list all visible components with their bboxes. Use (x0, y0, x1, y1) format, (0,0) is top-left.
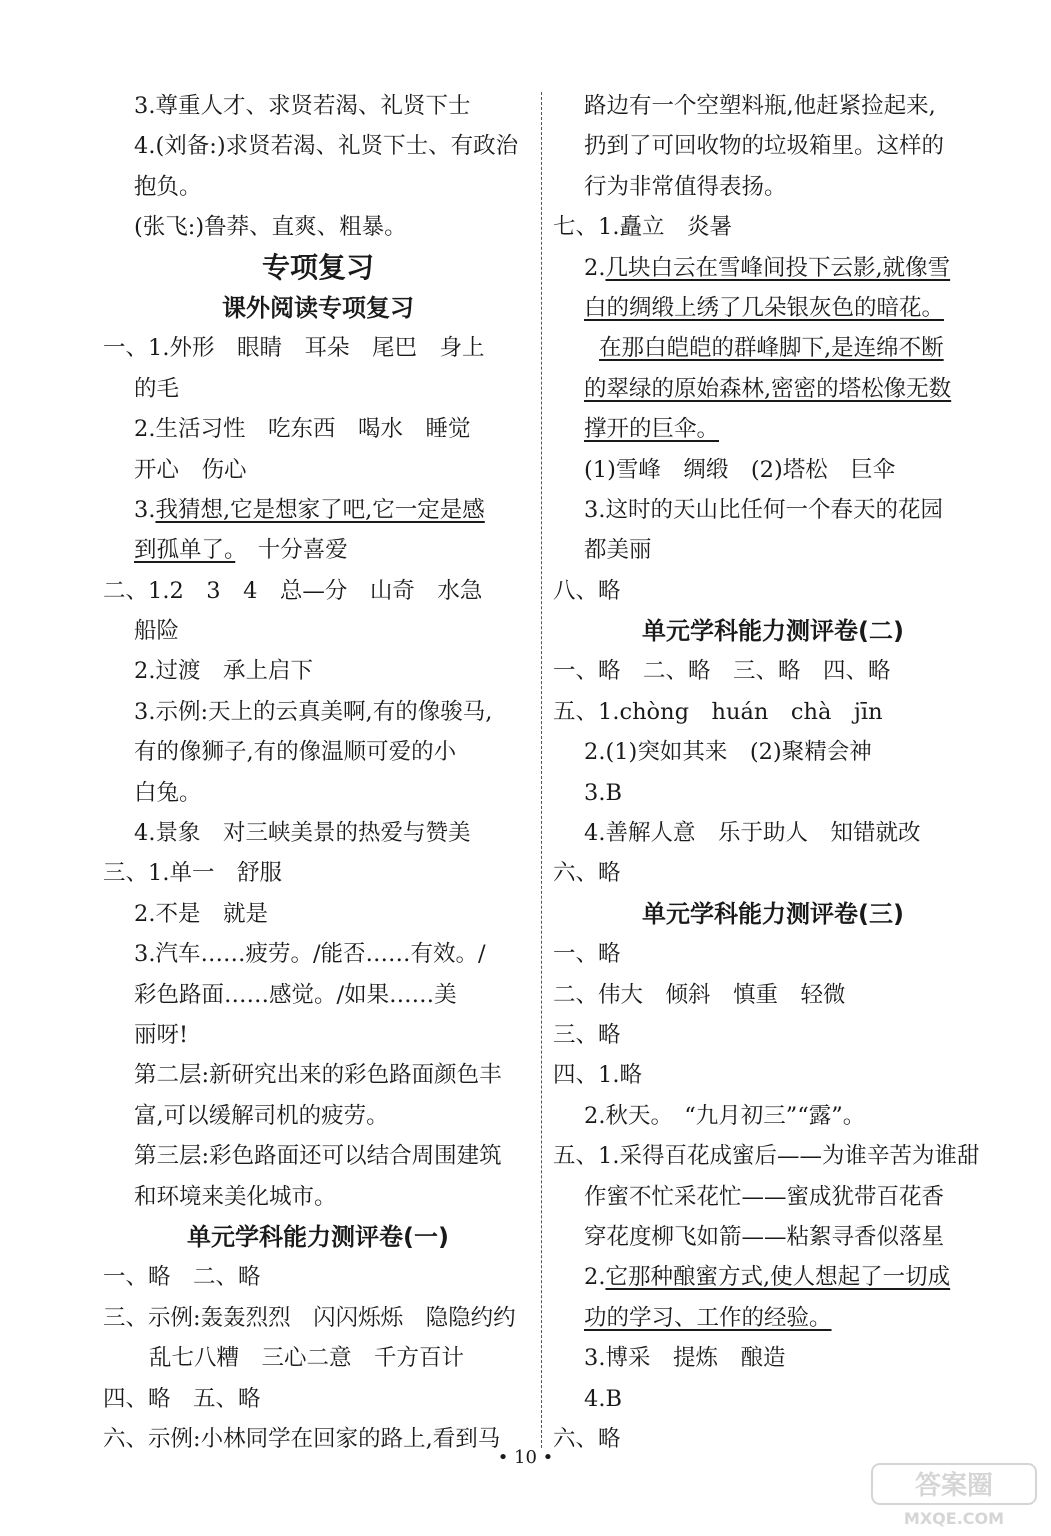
answer-text: 作蜜不忙采花忙——蜜成犹带百花香 (584, 1183, 945, 1210)
left-answer-line (103, 207, 533, 247)
underlined-answer-text: 在那白皑皑的群峰脚下,是连绵不断 (599, 335, 944, 362)
svg-text:答案圈: 答案圈 (914, 1471, 994, 1501)
underlined-answer-text: 撑开的巨伞。 (584, 416, 720, 443)
column-divider (541, 92, 542, 1448)
right-answer-line (553, 1379, 993, 1419)
right-answer-line (553, 1257, 993, 1297)
left-answer-line (103, 369, 533, 409)
underlined-answer-text: 几块白云在雪峰间投下云影,就像雪 (605, 254, 951, 281)
answer-text: 六、略 (553, 1425, 621, 1452)
left-answer-line (103, 894, 533, 934)
left-answer-line (103, 1055, 533, 1095)
answer-text: 四、1.略 (553, 1062, 642, 1089)
left-answer-line (103, 1015, 533, 1055)
right-answer-line (553, 450, 993, 490)
right-answer-line (553, 530, 993, 570)
answer-text: 单元学科能力测评卷(一) (187, 1222, 449, 1251)
answer-text: 课外阅读专项复习 (222, 293, 414, 322)
answer-text: 三、1.单一 舒服 (103, 860, 282, 887)
answer-text: 丽呀! (134, 1021, 189, 1048)
answer-text: 一、略 二、略 (103, 1264, 261, 1291)
left-answer-line (103, 450, 533, 490)
answer-text: 2. (584, 1264, 606, 1291)
answer-text: 行为非常值得表扬。 (584, 173, 787, 200)
left-answer-line (103, 934, 533, 974)
right-answer-line (553, 732, 993, 772)
underlined-answer-text: 的翠绿的原始森林,密密的塔松像无数 (584, 375, 952, 402)
left-answer-line (103, 651, 533, 691)
right-answer-line (553, 248, 993, 288)
answer-text: 七、1.矗立 炎暑 (553, 214, 732, 241)
right-answer-line (553, 571, 993, 611)
left-answer-line (103, 732, 533, 772)
page-number: • 10 • (497, 1447, 554, 1468)
answer-text: 富,可以缓解司机的疲劳。 (134, 1102, 389, 1129)
right-answer-line (553, 813, 993, 853)
answer-text: 2.(1)突如其来 (2)聚精会神 (584, 739, 872, 766)
left-answer-line (103, 328, 533, 368)
right-answer-line (553, 853, 993, 893)
left-answer-line (103, 611, 533, 651)
right-heading (553, 894, 993, 934)
right-answer-line (553, 167, 993, 207)
answer-text: 2.不是 就是 (134, 900, 268, 927)
right-answer-line (553, 1055, 993, 1095)
right-heading (553, 611, 993, 651)
answer-text: 六、略 (553, 860, 621, 887)
left-answer-line (103, 1298, 533, 1338)
right-column (553, 86, 993, 1459)
right-answer-line (553, 1217, 993, 1257)
answer-text: 4.善解人意 乐于助人 知错就改 (584, 820, 921, 847)
answer-text: 3.尊重人才、求贤若渴、礼贤下士 (134, 93, 471, 119)
right-answer-line (553, 1096, 993, 1136)
answer-text: 单元学科能力测评卷(三) (642, 899, 904, 928)
left-answer-line (103, 571, 533, 611)
answer-text: 4.(刘备:)求贤若渴、礼贤下士、有政治 (134, 133, 519, 160)
right-answer-line (553, 1177, 993, 1217)
answer-text: 八、略 (553, 577, 621, 604)
answer-text: 4.B (584, 1385, 623, 1412)
answer-text: 专项复习 (261, 250, 374, 284)
left-answer-line (103, 409, 533, 449)
left-answer-line (103, 813, 533, 853)
answer-text: 3.示例:天上的云真美啊,有的像骏马, (134, 698, 493, 725)
answer-text: 二、伟大 倾斜 慎重 轻微 (553, 981, 846, 1008)
answer-text-tail: 十分喜爱 (235, 537, 348, 564)
right-answer-line (553, 1338, 993, 1378)
left-answer-line (103, 530, 533, 570)
right-answer-line (553, 1298, 993, 1338)
answer-text: 彩色路面……感觉。/如果……美 (134, 981, 457, 1008)
answer-text: (张飞:)鲁莽、直爽、粗暴。 (134, 214, 407, 241)
answer-text: 三、示例:轰轰烈烈 闪闪烁烁 隐隐约约 (103, 1304, 516, 1331)
right-answer-line (553, 975, 993, 1015)
answer-text: (1)雪峰 绸缎 (2)塔松 巨伞 (584, 456, 896, 483)
answer-text: 一、1.外形 眼睛 耳朵 尾巴 身上 (103, 335, 485, 362)
right-answer-line (553, 651, 993, 691)
left-answer-line (103, 692, 533, 732)
answer-text: 第二层:新研究出来的彩色路面颜色丰 (134, 1062, 502, 1089)
answer-text: 三、略 (553, 1021, 621, 1048)
left-answer-line (103, 1257, 533, 1297)
answer-text: 3.博采 提炼 酿造 (584, 1345, 786, 1372)
left-answer-line (103, 1177, 533, 1217)
answer-text: 乱七八糟 三心二意 千方百计 (149, 1345, 465, 1372)
answer-text: 4.景象 对三峡美景的热爱与赞美 (134, 820, 471, 847)
right-answer-line (553, 1015, 993, 1055)
answer-text: 3. (134, 496, 156, 523)
right-answer-line (553, 692, 993, 732)
right-answer-line (553, 369, 993, 409)
underlined-answer-text: 到孤单了。 (134, 537, 236, 564)
left-answer-line (103, 1096, 533, 1136)
left-answer-line (103, 975, 533, 1015)
answer-text: 一、略 二、略 三、略 四、略 (553, 658, 891, 685)
answer-text: 2.过渡 承上启下 (134, 658, 313, 685)
right-answer-line (553, 409, 993, 449)
answer-text: 的毛 (134, 375, 180, 402)
answer-text: 都美丽 (584, 537, 652, 564)
underlined-answer-text: 它那种酿蜜方式,使人想起了一切成 (605, 1264, 951, 1291)
answer-text: 扔到了可回收物的垃圾箱里。这样的 (584, 133, 945, 160)
answer-text: 3.这时的天山比任何一个春天的花园 (584, 496, 943, 523)
answer-text: 2. (584, 254, 606, 281)
right-answer-line (553, 934, 993, 974)
answer-text: 二、1.2 3 4 总—分 山奇 水急 (103, 577, 483, 604)
answer-text: 路边有一个空塑料瓶,他赶紧捡起来, (584, 93, 936, 119)
right-answer-line (553, 86, 993, 126)
right-answer-line (553, 773, 993, 813)
left-heading (103, 1217, 533, 1257)
answer-text: 3.汽车……疲劳。/能否……有效。/ (134, 941, 486, 968)
underlined-answer-text: 我猜想,它是想家了吧,它一定是感 (155, 496, 485, 523)
answer-text: 船险 (134, 618, 180, 645)
left-answer-line (103, 773, 533, 813)
right-answer-line (553, 207, 993, 247)
watermark-logo (870, 1462, 1038, 1528)
answer-text: 单元学科能力测评卷(二) (642, 617, 904, 646)
right-answer-line (553, 288, 993, 328)
answer-text: 五、1.采得百花成蜜后——为谁辛苦为谁甜 (553, 1143, 980, 1170)
answer-text: 四、略 五、略 (103, 1385, 261, 1412)
right-answer-line (553, 328, 993, 368)
left-answer-line (103, 167, 533, 207)
left-heading (103, 248, 533, 288)
answer-text: 抱负。 (134, 173, 202, 200)
left-answer-line (103, 86, 533, 126)
left-heading (103, 288, 533, 328)
answer-text: 六、示例:小林同学在回家的路上,看到马 (103, 1425, 501, 1452)
right-answer-line (553, 1136, 993, 1176)
left-answer-line (103, 126, 533, 166)
left-answer-line (103, 490, 533, 530)
answer-text: 第三层:彩色路面还可以结合周围建筑 (134, 1143, 502, 1170)
answer-text: 2.秋天。 “九月初三”“露”。 (584, 1102, 866, 1129)
answer-text: 有的像狮子,有的像温顺可爱的小 (134, 739, 457, 766)
answer-text: 白兔。 (134, 779, 202, 806)
answer-text: 和环境来美化城市。 (134, 1183, 337, 1210)
left-answer-line (103, 1379, 533, 1419)
answer-text: 穿花度柳飞如箭——粘絮寻香似落星 (584, 1223, 945, 1250)
answer-text: 一、略 (553, 941, 621, 968)
svg-text:MXQE.COM: MXQE.COM (903, 1509, 1005, 1528)
underlined-answer-text: 白的绸缎上绣了几朵银灰色的暗花。 (584, 294, 945, 321)
right-answer-line (553, 126, 993, 166)
left-answer-line (103, 853, 533, 893)
right-answer-line (553, 490, 993, 530)
answer-text: 开心 伤心 (134, 456, 247, 483)
underlined-answer-text: 功的学习、工作的经验。 (584, 1304, 832, 1331)
left-answer-line (103, 1136, 533, 1176)
answer-text: 2.生活习性 吃东西 喝水 睡觉 (134, 416, 471, 443)
left-answer-line (103, 1338, 533, 1378)
left-column (103, 86, 533, 1459)
answer-text: 五、1.chòng huán chà jīn (553, 698, 883, 725)
answer-text: 3.B (584, 779, 623, 806)
